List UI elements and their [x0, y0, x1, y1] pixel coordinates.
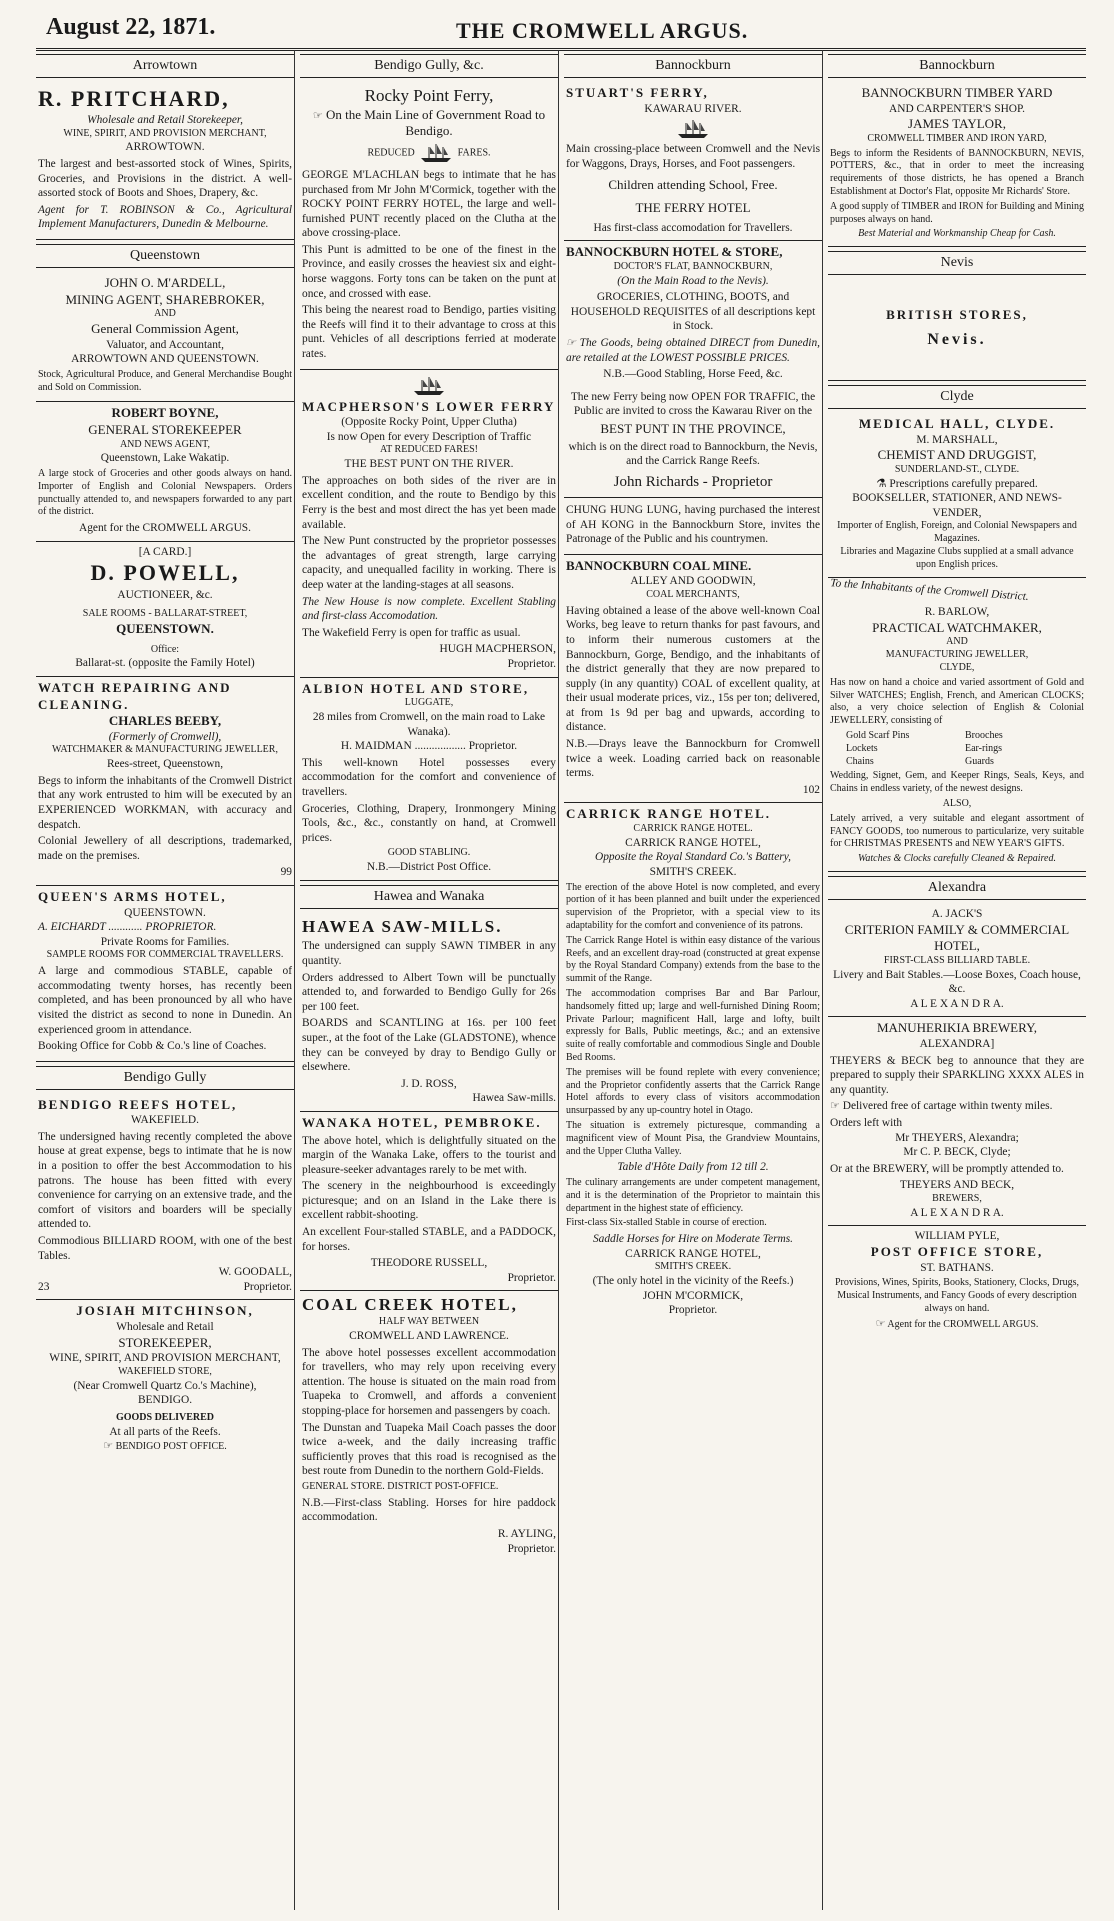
column-2 — [300, 50, 558, 1910]
ad-line: JAMES TAYLOR, — [908, 116, 1006, 132]
ad-line: QUEENSTOWN. — [116, 620, 214, 636]
newspaper-title: THE CROMWELL ARGUS. — [456, 18, 749, 43]
ad-body: N.B.—Drays leave the Bannockburn for Cromwell twice a week. Loading carried back on reasonable terms. — [566, 738, 820, 780]
pointing-hand-icon: ☞ — [830, 1100, 840, 1113]
ad-line: ST. BATHANS. — [920, 1261, 994, 1274]
ad-line: Proprietor. — [507, 657, 556, 670]
ad-line: COAL MERCHANTS, — [646, 588, 740, 600]
ad-body: Orders addressed to Albert Town will be punctually attended to, and forwarded to Bendigo Gully for 26s per 100 feet. — [302, 971, 556, 1013]
ad-body: The new Ferry being now OPEN FOR TRAFFIC, the Public are invited to cross the Kawarau River on the — [570, 390, 816, 418]
section-heading: Bannockburn — [828, 54, 1086, 78]
ad-line: SAMPLE ROOMS FOR COMMERCIAL TRAVELLERS. — [46, 949, 284, 961]
ad-body-text: Delivered free of cartage within twenty miles. — [842, 1100, 1053, 1113]
column-rule — [822, 50, 823, 1910]
ad-line: J. D. ROSS, — [401, 1077, 457, 1090]
ad-line: MINING AGENT, SHAREBROKER, — [65, 291, 265, 307]
ad-body: The above hotel possesses excellent accommodation for travellers, who may rely upon receiving every attention. The house is situated on the main road from Tuapeka to Cromwell, and affords a convenient stopping-place for horsemen and passengers by coach. — [302, 1346, 556, 1417]
ad-body — [566, 336, 820, 365]
ad-line: QUEENSTOWN. — [124, 906, 206, 919]
ad-line: Queenstown, Lake Wakatip. — [100, 452, 230, 465]
ship-icon — [417, 142, 455, 164]
ad-line: STOREKEEPER, — [118, 1334, 212, 1350]
ad-body: The Dunstan and Tuapeka Mail Coach passes the door twice a-week, and the daily increasing traffic sufficiently proves that this road is recognised as the best route from Dunedin to the northern Gold-Fields. — [302, 1421, 556, 1478]
ad-title: BANNOCKBURN HOTEL & STORE, — [566, 244, 783, 260]
ad-title: ROBERT BOYNE, — [111, 405, 219, 421]
newspaper-page — [28, 0, 1088, 1921]
ad-line: Livery and Bait Stables.—Loose Boxes, Coach house, &c. — [833, 968, 1081, 996]
ad-line: Has first-class accomodation for Travellers. — [593, 221, 793, 234]
ad-line: Rees-street, Queenstown, — [106, 758, 224, 771]
section-heading: Queenstown — [36, 244, 294, 268]
ad-queens-arms — [36, 886, 294, 1062]
ad-title: CARRICK RANGE HOTEL. — [566, 806, 772, 822]
ad-body: Wedding, Signet, Gem, and Keeper Rings, Seals, Keys, and Chains in endless variety, of the newest designs. — [830, 770, 1084, 795]
ad-line: FARES. — [457, 147, 491, 159]
ad-title: A. JACK'S — [931, 907, 983, 920]
column-rule — [294, 50, 295, 1910]
ad-line: 28 miles from Cromwell, on the main road to Lake Wanaka). — [312, 710, 546, 738]
ad-body: Or at the BREWERY, will be promptly attended to. — [830, 1162, 1064, 1175]
ad-boyne — [36, 402, 294, 541]
ad-line: CROMWELL TIMBER AND IRON YARD, — [867, 132, 1047, 144]
ad-line: R. AYLING, — [497, 1527, 556, 1540]
section-heading: Bendigo Gully — [36, 1066, 294, 1090]
ad-line: SMITH'S CREEK. — [654, 1261, 732, 1273]
ad-rocky-point-ferry — [300, 82, 558, 370]
section-heading: Bannockburn — [564, 54, 822, 78]
ad-line: AND — [946, 636, 968, 648]
ad-line: Wholesale and Retail Storekeeper, — [87, 114, 243, 127]
ad-title: WILLIAM PYLE, — [914, 1230, 1000, 1243]
ad-body: GROCERIES, CLOTHING, BOOTS, and HOUSEHOLD REQUISITES of all descriptions kept in Stock. — [570, 291, 816, 333]
ad-body: This well-known Hotel possesses every accommodation for the comfort and convenience of travellers. — [302, 756, 556, 798]
issue-date: August 22, 1871. — [46, 14, 216, 40]
ad-stuarts-ferry — [564, 82, 822, 241]
ad-body: The New House is now complete. Excellent Stabling and first-class Accomodation. — [302, 595, 556, 623]
ad-body: The above hotel, which is delightfully situated on the margin of the Wanaka Lake, offers to the tourist and pleasure-seeker advantages rarely to be met with. — [302, 1134, 556, 1176]
list-item: Gold Scarf Pins — [846, 730, 910, 742]
ad-line: CARRICK RANGE HOTEL. — [633, 823, 753, 835]
ad-bannockburn-hotel — [564, 241, 822, 498]
ad-mcardell — [36, 272, 294, 402]
ad-body: Colonial Jewellery of all descriptions, trademarked, made on the premises. — [38, 835, 292, 862]
list-item: Lockets — [846, 742, 878, 754]
ad-line: GOODS DELIVERED — [115, 1411, 215, 1423]
ad-body: This Punt is admitted to be one of the finest in the Province, and easily crosses the heaviest six and eight-horse waggons. Forty tons can be taken on the punt at once, and crossed with ease. — [302, 243, 556, 300]
ad-line: A L E X A N D R A. — [910, 1206, 1004, 1219]
ad-body: An excellent Four-stalled STABLE, and a PADDOCK, for horses. — [302, 1226, 556, 1253]
ad-body: The New Punt constructed by the proprietor possesses the advantages of great strength, large carrying capacity, and unequalled facility in working. There is deep water at the landing-stages at all seasons. — [302, 535, 556, 591]
ad-manuherikia-brewery — [828, 1017, 1086, 1226]
ad-title: BANNOCKBURN TIMBER YARD — [861, 84, 1053, 100]
ad-line: SMITH'S CREEK. — [649, 866, 737, 879]
ad-line: AUCTIONEER, &c. — [117, 588, 213, 601]
ad-line: M. MARSHALL, — [916, 433, 998, 446]
section-heading: Alexandra — [828, 876, 1086, 900]
ad-line: A. EICHARDT ............ PROPRIETOR. — [38, 921, 217, 934]
ad-coal-creek-hotel — [300, 1291, 558, 1561]
ad-body: Lately arrived, a very suitable and elegant assortment of FANCY GOODS, too numerous to particularize, very suitable for CHRISTMAS PRESENTS and NEW YEAR'S GIFTS. — [830, 812, 1084, 850]
ad-pyle-post-office — [828, 1226, 1086, 1337]
section-heading: Clyde — [828, 385, 1086, 409]
ad-body: THEYERS & BECK beg to announce that they are prepared to supply their SPARKLING XXXX ALES in any quantity. — [830, 1054, 1084, 1096]
ad-line: To the Inhabitants of the Cromwell District. — [829, 576, 1030, 603]
ad-line: W. GOODALL, — [218, 1266, 292, 1279]
ad-body: This being the nearest road to Bendigo, parties visiting the Reefs will find it to their advantage to cross at this punt. Vehicles of all descriptions ferried at moderate rates. — [302, 304, 556, 361]
ad-title: QUEEN'S ARMS HOTEL, — [38, 888, 227, 904]
ad-line: At all parts of the Reefs. — [109, 1425, 221, 1438]
ad-line: POST OFFICE STORE, — [870, 1243, 1044, 1259]
ad-body: A good supply of TIMBER and IRON for Building and Mining purposes always on hand. — [830, 200, 1084, 225]
ad-line: WINE, SPIRIT, AND PROVISION MERCHANT, — [49, 1352, 281, 1365]
ad-title: BRITISH STORES, — [886, 307, 1028, 323]
ad-line: WAKEFIELD STORE, — [118, 1365, 212, 1377]
ad-beeby — [36, 677, 294, 886]
ad-wanaka-hotel — [300, 1112, 558, 1292]
pointing-hand-icon: ☞ — [103, 1440, 114, 1453]
ad-line: GOOD STABLING. — [387, 847, 471, 859]
ad-line: Hawea Saw-mills. — [472, 1092, 556, 1105]
ad-body: GEORGE M'LACHLAN begs to intimate that he has purchased from Mr John M'Cormick, together with the ROCKY POINT FERRY HOTEL, the large and well-furnished PUNT recently placed on the Clutha at the above crossing-place. — [302, 168, 556, 240]
section-heading: Bendigo Gully, &c. — [300, 54, 558, 78]
mortar-icon: ⚗ — [876, 477, 887, 490]
ad-body: CHUNG HUNG LUNG, having purchased the interest of AH KONG in the Bannockburn Store, invites the Patronage of the Public and his countrymen. — [566, 503, 820, 546]
ad-line: BREWERS, — [932, 1192, 982, 1204]
list-item: Ear-rings — [965, 742, 1003, 754]
ad-carrick-range-hotel — [564, 803, 822, 1322]
ad-timber-yard — [828, 82, 1086, 247]
ad-line: N.B.—District Post Office. — [366, 861, 492, 874]
ad-line: Proprietor. — [507, 1271, 556, 1284]
ad-line: BENDIGO. — [137, 1394, 193, 1407]
ad-title: Rocky Point Ferry, — [364, 85, 494, 105]
ad-line: WATCHMAKER & MANUFACTURING JEWELLER, — [52, 744, 278, 756]
ad-line: Agent for the CROMWELL ARGUS. — [78, 522, 251, 535]
ad-line: CHEMIST AND DRUGGIST, — [877, 447, 1037, 463]
ad-title: R. PRITCHARD, — [38, 85, 230, 111]
ad-line: (Opposite Rocky Point, Upper Clutha) — [341, 416, 517, 429]
ad-body: The accommodation comprises Bar and Bar Parlour, handsomely fitted up; large and well-furnished Dining Room; Private Parlour; magnificent Hall, large and lofty, built expressly for Balls, Public meetings, &c.; and an extensive suite of really comfortable and commodious Single and Double Bed Rooms. — [566, 988, 820, 1063]
list-item: Brooches — [965, 730, 1003, 742]
ad-line: CLYDE, — [939, 662, 975, 674]
ad-body: Booking Office for Cobb & Co.'s line of Coaches. — [38, 1040, 267, 1053]
ad-line: [A CARD.] — [138, 545, 192, 558]
ad-macpherson-ferry — [300, 370, 558, 678]
ad-line: MANUFACTURING JEWELLER, — [885, 649, 1029, 661]
ad-line: AND NEWS AGENT, — [119, 438, 211, 450]
ad-line: AND — [154, 308, 176, 320]
ad-title: MEDICAL HALL, CLYDE. — [858, 416, 1056, 432]
ad-line: ARROWTOWN. — [125, 141, 205, 154]
ad-line: General Commission Agent, — [91, 320, 239, 336]
ad-body: which is on the direct road to Bannockburn, the Nevis, and the Carrick Range Reefs. — [568, 440, 818, 468]
column-rule — [558, 50, 559, 1910]
ad-line: THEODORE RUSSELL, — [370, 1257, 488, 1270]
ad-line: Watches & Clocks carefully Cleaned & Repaired. — [857, 853, 1056, 865]
ad-body: The Wakefield Ferry is open for traffic as usual. — [302, 626, 521, 639]
ad-line: SUNDERLAND-ST., CLYDE. — [894, 463, 1020, 475]
ad-line: H. MAIDMAN .................. Proprietor. — [340, 740, 518, 753]
ad-line-text: On the Main Line of Government Road to Bendigo. — [325, 106, 546, 139]
ad-body: The approaches on both sides of the river are in excellent condition, and the route to Bendigo by this Ferry is the best and most direct the has yet been made available. — [302, 474, 556, 531]
section-heading: Hawea and Wanaka — [300, 885, 558, 909]
list-item: Guards — [965, 755, 994, 767]
ad-line — [830, 1317, 1084, 1332]
ad-number: 23 — [38, 1280, 50, 1293]
jewellery-list — [830, 730, 1084, 768]
ad-line: (On the Main Road to the Nevis). — [617, 274, 769, 287]
ad-body — [830, 1099, 1084, 1114]
ad-line: Children attending School, Free. — [608, 177, 778, 193]
ad-line: AND CARPENTER'S SHOP. — [889, 102, 1025, 115]
ad-line: GENERAL STOREKEEPER — [88, 422, 242, 437]
ad-line: A L E X A N D R A. — [910, 997, 1004, 1010]
ad-line: WAKEFIELD. — [130, 1114, 199, 1127]
ad-line-text: Prescriptions carefully prepared. — [889, 477, 1038, 490]
ad-line: CHARLES BEEBY, — [108, 713, 222, 729]
ad-line: CROMWELL AND LAWRENCE. — [349, 1330, 509, 1342]
ad-body: BOARDS and SCANTLING at 16s. per 100 feet super., at the foot of the Lake (GLADSTONE), whence they can be conveyed by dray to Bendigo Gully or elsewhere. — [302, 1017, 556, 1074]
ad-title: STUART'S FERRY, — [566, 84, 709, 100]
ad-line: AT REDUCED FARES! — [380, 444, 478, 456]
ad-line: Opposite the Royal Standard Co.'s Battery, — [595, 851, 791, 864]
ad-title: JOSIAH MITCHINSON, — [76, 1303, 254, 1319]
ad-line — [302, 107, 556, 140]
ad-hawea-saw-mills — [300, 913, 558, 1112]
ad-body: Commodious BILLIARD ROOM, with one of the best Tables. — [38, 1235, 292, 1262]
pointing-hand-icon: ☞ — [566, 336, 576, 349]
ad-body: First-class Six-stalled Stable in course of erection. — [566, 1217, 767, 1229]
masthead — [36, 8, 1086, 51]
ad-line: Nevis. — [927, 330, 987, 348]
ad-line: Best Material and Workmanship Cheap for Cash. — [858, 228, 1056, 240]
ship-icon — [410, 375, 448, 397]
ad-line: Valuator, and Accountant, — [106, 338, 224, 351]
ad-line: (Formerly of Cromwell), — [108, 730, 222, 743]
ad-line: N.B.—Good Stabling, Horse Feed, &c. — [603, 368, 783, 381]
ship-icon — [674, 118, 712, 140]
ad-line: Table d'Hôte Daily from 12 till 2. — [617, 1161, 769, 1174]
ad-body: A large stock of Groceries and other goods always on hand. Importer of English and Colonial Newspapers. Orders punctually attended to, and newspapers forwarded to any part of the district. — [38, 468, 292, 518]
ad-line: Saddle Horses for Hire on Moderate Terms. — [592, 1233, 794, 1246]
ad-body: Has now on hand a choice and varied assortment of Gold and Silver WATCHES; English, French, and American CLOCKS; also, a very choice selection of English & Colonial JEWELLERY, consisting of — [830, 676, 1084, 727]
ad-line: PRACTICAL WATCHMAKER, — [872, 619, 1042, 635]
ad-line: CARRICK RANGE HOTEL, — [625, 836, 761, 849]
ad-title: MANUHERIKIA BREWERY, — [876, 1020, 1038, 1036]
ad-body: The scenery in the neighbourhood is exceedingly picturesque; and on an Island in the Lake there is excellent rabbit-shooting. — [302, 1180, 556, 1222]
ad-body: The Carrick Range Hotel is within easy distance of the various Reefs, and an excellent dray-road (constructed at great expense by the Royal Standard Company) extends from the base to the summit of the Range. — [566, 934, 820, 985]
ad-title: BENDIGO REEFS HOTEL, — [38, 1096, 238, 1112]
ad-line: Private Rooms for Families. — [100, 935, 230, 948]
ad-mitchinson — [36, 1300, 294, 1459]
ad-line: (Near Cromwell Quartz Co.'s Machine), — [73, 1379, 257, 1392]
ad-line: KAWARAU RIVER. — [644, 102, 742, 115]
ad-line: ALEXANDRA] — [919, 1037, 995, 1050]
ad-line: HALF WAY BETWEEN — [378, 1316, 480, 1328]
ad-title: COAL CREEK HOTEL, — [302, 1295, 518, 1315]
ad-body: The largest and best-assorted stock of Wines, Spirits, Groceries, and Provisions in the district. A well-assorted stock of Boots and Shoes, Drapery, &c. — [38, 158, 292, 200]
ad-title: WATCH REPAIRING AND CLEANING. — [38, 679, 232, 712]
ad-line: JOHN M'CORMICK, — [642, 1289, 744, 1302]
ad-line: Orders left with — [830, 1116, 903, 1129]
ad-number: 102 — [802, 783, 820, 796]
ad-line: ALLEY AND GOODWIN, — [630, 575, 756, 588]
ad-line: ALSO, — [942, 798, 972, 810]
section-heading: Nevis — [828, 251, 1086, 275]
ad-line: CARRICK RANGE HOTEL, — [625, 1247, 761, 1260]
ad-number: 99 — [280, 866, 292, 879]
ad-line: Mr THEYERS, Alexandra; — [895, 1131, 1019, 1144]
ad-line: SALE ROOMS - BALLARAT-STREET, — [82, 608, 248, 620]
column-3 — [564, 50, 822, 1910]
column-1 — [36, 50, 294, 1910]
ad-line: Proprietor. — [668, 1304, 718, 1317]
ad-line: Is now Open for every Description of Traffic — [326, 430, 532, 443]
section-heading: Arrowtown — [36, 54, 294, 78]
ad-line: CRITERION FAMILY & COMMERCIAL HOTEL, — [844, 921, 1070, 954]
ad-body: N.B.—First-class Stabling. Horses for hire paddock accommodation. — [302, 1496, 556, 1524]
ad-line: Proprietor. — [243, 1280, 292, 1293]
ad-albion-hotel — [300, 678, 558, 881]
ad-line: BENDIGO POST OFFICE. — [115, 1441, 227, 1453]
ad-medical-hall — [828, 413, 1086, 578]
ad-barlow-watchmaker — [828, 578, 1086, 872]
pointing-hand-icon: ☞ — [875, 1318, 886, 1331]
ad-line: ARROWTOWN AND QUEENSTOWN. — [71, 353, 259, 366]
ad-line: DOCTOR'S FLAT, BANNOCKBURN, — [613, 260, 773, 272]
ad-title: D. POWELL, — [90, 560, 240, 586]
ad-body: The undersigned having recently completed the above house at great expense, begs to intimate that he is now in a position to offer the best Accommodation to his patrons. The house has been fitted with every convenience for carrying on an extensive trade, and the comfort of visitors and boarders will be specially attended to. — [38, 1130, 292, 1231]
ad-line: REDUCED — [367, 147, 415, 159]
list-item: Chains — [846, 755, 874, 767]
ad-line: THE FERRY HOTEL — [635, 199, 751, 215]
ad-bendigo-reefs — [36, 1094, 294, 1301]
ad-line: BEST PUNT IN THE PROVINCE, — [600, 420, 786, 436]
ad-line: Wholesale and Retail — [116, 1321, 214, 1334]
ad-body: Begs to inform the inhabitants of the Cromwell District that any work entrusted to him will be executed by an EXPERIENCED WORKMAN, with accuracy and despatch. — [38, 774, 292, 831]
column-4 — [828, 50, 1086, 1910]
ad-line: Office: — [150, 643, 180, 655]
ad-chung-hung-lung — [564, 498, 822, 555]
ad-line: THE BEST PUNT ON THE RIVER. — [344, 458, 514, 471]
ad-line: FIRST-CLASS BILLIARD TABLE. — [883, 954, 1031, 966]
ad-line: John Richards - Proprietor — [613, 473, 773, 490]
ad-line: Importer of English, Foreign, and Colonial Newspapers and Magazines. — [837, 520, 1077, 545]
ad-title: BANNOCKBURN COAL MINE. — [566, 557, 752, 573]
ad-title: HAWEA SAW-MILLS. — [302, 916, 503, 936]
ad-line: GENERAL STORE. DISTRICT POST-OFFICE. — [302, 1480, 499, 1492]
ad-body: Agent for T. ROBINSON & Co., Agricultural Implement Manufacturers, Dunedin & Melbourne. — [38, 203, 292, 231]
ad-body: The erection of the above Hotel is now completed, and every portion of it has been planned and built under the experienced supervision of the Proprietor, with a special view to its adaptability for the comfort and convenience of its patrons. — [566, 881, 820, 932]
ad-line: Libraries and Magazine Clubs supplied at a small advance upon English prices. — [840, 546, 1074, 570]
ad-title: JOHN O. M'ARDELL, — [104, 274, 226, 290]
ad-criterion-hotel — [828, 904, 1086, 1017]
ad-line: Mr C. P. BECK, Clyde; — [903, 1146, 1011, 1159]
ad-line: THEYERS AND BECK, — [899, 1179, 1015, 1192]
ad-body: Main crossing-place between Cromwell and the Nevis for Waggons, Drays, Horses, and Foot passengers. — [566, 143, 820, 170]
ad-pritchard — [36, 82, 294, 240]
ad-line: WINE, SPIRIT, AND PROVISION MERCHANT, — [63, 127, 267, 139]
ad-body: Stock, Agricultural Produce, and General Merchandise Bought and Sold on Commission. — [38, 368, 292, 393]
ad-line — [830, 477, 1084, 492]
ad-line: HUGH MACPHERSON, — [439, 643, 556, 656]
ad-british-stores — [828, 279, 1086, 381]
ad-powell — [36, 542, 294, 677]
ad-body: Having obtained a lease of the above well-known Coal Works, beg leave to return thanks for past favours, and to inform their numerous customers at the Bannockburn, Gorge, Bendigo, and the inhabitants of the district generally that they are now prepared to supply (in any quantity) COAL of excellent quality, at their usual moderate prices, viz., 15s per ton; delivered, at from 1s 9d per bag and upwards, according to distance. — [566, 604, 820, 734]
ad-body: Begs to inform the Residents of BANNOCKBURN, NEVIS, POTTERS, &c., that in order to meet the increasing requirements of those districts, he has opened a Branch Establishment at Doctor's Flat, opposite Mr Richards' Store. — [830, 147, 1084, 197]
ad-bannockburn-coal-mine — [564, 555, 822, 804]
ad-body: A large and commodious STABLE, capable of accommodating twenty horses, has recently been completed, and has been pronounced by all who have visited the district as second to none in Dunedin. An experienced groom in attendance. — [38, 965, 292, 1036]
ad-body: The situation is extremely picturesque, commanding a magnificent view of Mount Pisa, the Grandview Mountains, and the Upper Clutha Valley. — [566, 1119, 820, 1157]
ad-line: BOOKSELLER, STATIONER, AND NEWS-VENDER, — [852, 492, 1062, 519]
pointing-hand-icon: ☞ — [312, 109, 323, 122]
ad-body: The culinary arrangements are under competent management, and it is the determination of the Proprietor to maintain this department in the highest state of efficiency. — [566, 1176, 820, 1214]
ad-title: R. BARLOW, — [924, 606, 990, 619]
ad-title: ALBION HOTEL AND STORE, — [302, 680, 530, 696]
ad-line-text: Agent for the CROMWELL ARGUS. — [887, 1319, 1039, 1331]
ad-title: MACPHERSON'S LOWER FERRY — [302, 398, 556, 414]
ad-body: Groceries, Clothing, Drapery, Ironmongery Mining Tools, &c., &c., constantly on hand, at Cromwell prices. — [302, 802, 556, 844]
ad-body: Provisions, Wines, Spirits, Books, Stationery, Clocks, Drugs, Musical Instruments, and Fancy Goods of every description always on hand. — [834, 1277, 1080, 1314]
ad-line: Ballarat-st. (opposite the Family Hotel) — [75, 657, 255, 670]
ad-title: WANAKA HOTEL, PEMBROKE. — [302, 1114, 542, 1130]
ad-body-text: The Goods, being obtained DIRECT from Dunedin, are retailed at the LOWEST POSSIBLE PRICES. — [566, 336, 820, 364]
ad-line: Proprietor. — [507, 1542, 556, 1555]
ad-body: The undersigned can supply SAWN TIMBER in any quantity. — [302, 940, 556, 967]
ad-line: (The only hotel in the vicinity of the Reefs.) — [592, 1275, 794, 1288]
ad-line: LUGGATE, — [404, 697, 454, 709]
ad-body: The premises will be found replete with every convenience; and the Proprietor confidently asserts that the Carrick Range Hotel affords to every class of visitors accommodation unsurpassed by any up-country hotel in Otago. — [566, 1066, 820, 1117]
